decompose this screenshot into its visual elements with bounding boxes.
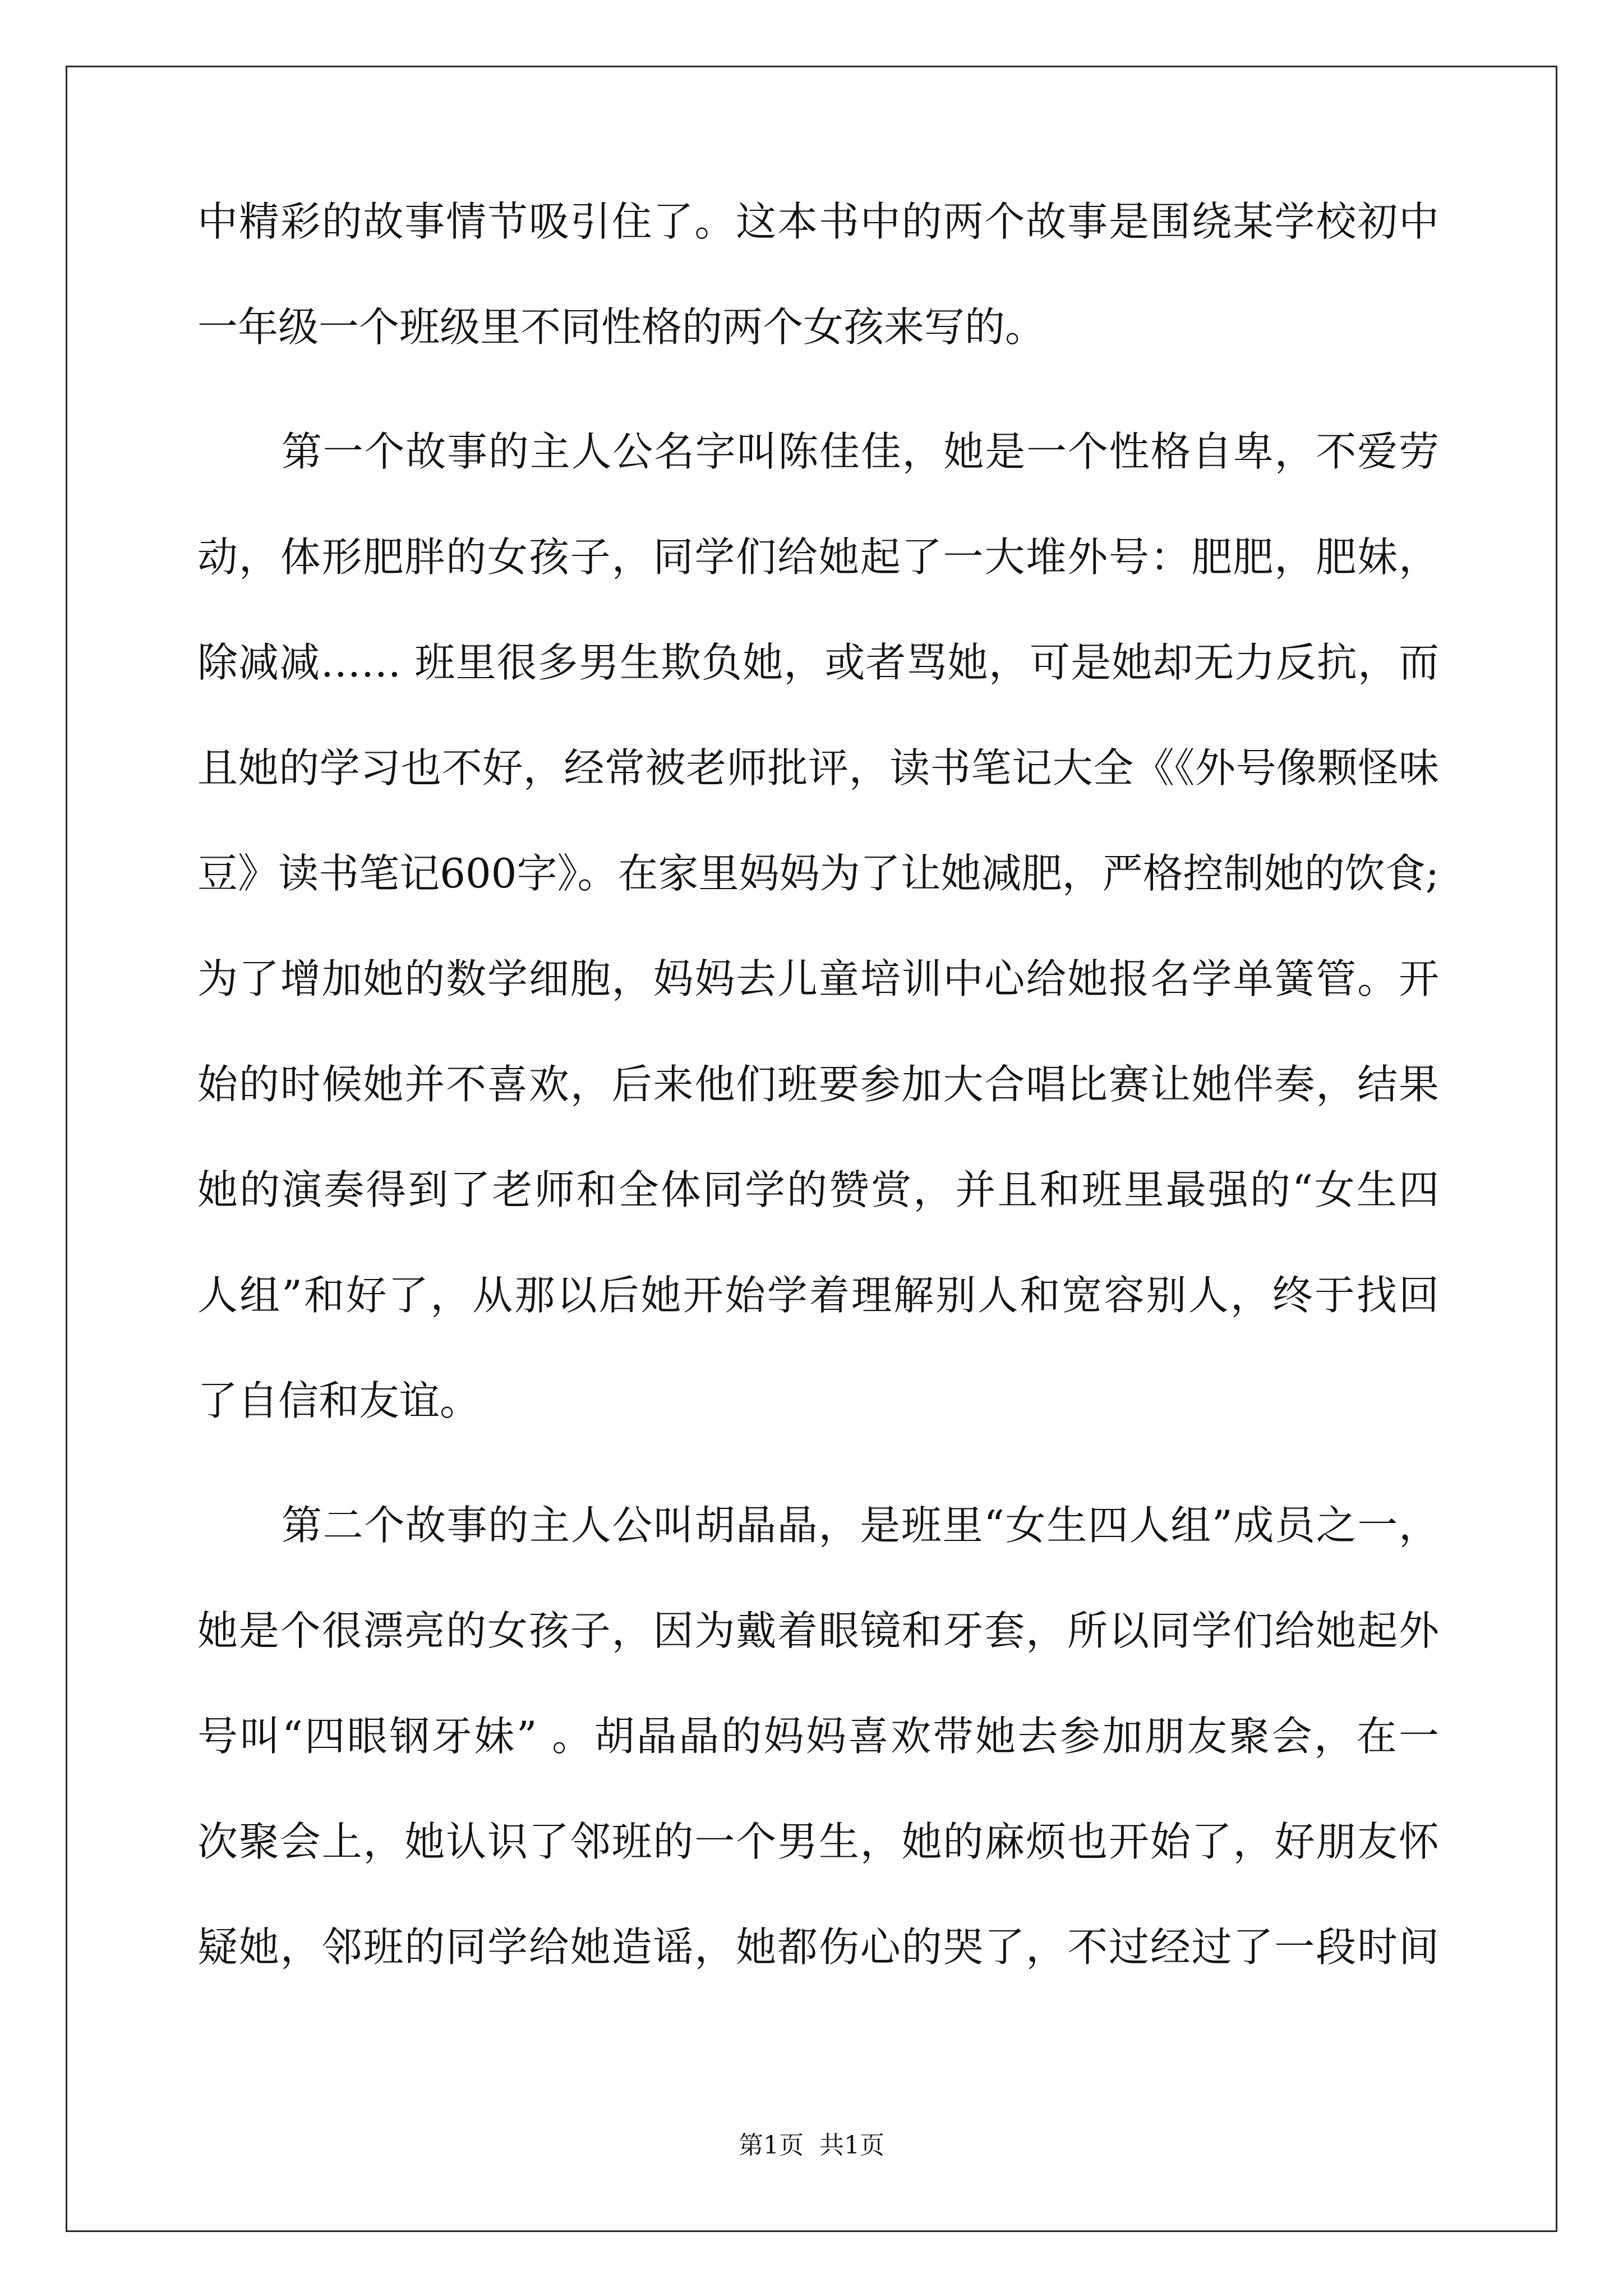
- text-line: 号叫“四眼钢牙妹” 。胡晶晶的妈妈喜欢带她去参加朋友聚会，在一: [197, 1713, 1439, 1760]
- text-line: 豆》读书笔记600字》。在家里妈妈为了让她减肥，严格控制她的饮食;: [197, 850, 1439, 897]
- text-line: 一年级一个班级里不同性格的两个女孩来写的。: [197, 303, 1046, 351]
- text-line: 始的时候她并不喜欢，后来他们班要参加大合唱比赛让她伴奏，结果: [197, 1061, 1439, 1108]
- page-border: [66, 66, 1557, 2232]
- text-line: 中精彩的故事情节吸引住了。这本书中的两个故事是围绕某学校初中: [197, 198, 1439, 245]
- text-line: 疑她，邻班的同学给她造谣，她都伤心的哭了，不过经过了一段时间: [197, 1924, 1439, 1971]
- text-line: 除减减…… 班里很多男生欺负她，或者骂她，可是她却无力反抗，而: [197, 639, 1439, 686]
- text-line: 动，体形肥胖的女孩子，同学们给她起了一大堆外号：肥肥，肥妹，: [197, 533, 1439, 581]
- text-line: 且她的学习也不好，经常被老师批评，读书笔记大全《《外号像颗怪味: [197, 744, 1439, 792]
- text-line: 了自信和友谊。: [197, 1377, 481, 1424]
- paragraph-first-line: 第二个故事的主人公叫胡晶晶，是班里“女生四人组”成员之一，: [282, 1502, 1439, 1549]
- text-line: 她是个很漂亮的女孩子，因为戴着眼镜和牙套，所以同学们给她起外: [197, 1607, 1439, 1654]
- text-line: 她的演奏得到了老师和全体同学的赞赏，并且和班里最强的“女生四: [197, 1166, 1439, 1213]
- text-line: 人组”和好了，从那以后她开始学着理解别人和宽容别人，终于找回: [197, 1272, 1439, 1319]
- page-footer: 第1页 共1页: [739, 2131, 884, 2160]
- text-line: 为了增加她的数学细胞，妈妈去儿童培训中心给她报名学单簧管。开: [197, 955, 1439, 1002]
- paragraph-first-line: 第一个故事的主人公名字叫陈佳佳，她是一个性格自卑，不爱劳: [282, 428, 1439, 475]
- text-line: 次聚会上，她认识了邻班的一个男生，她的麻烦也开始了，好朋友怀: [197, 1818, 1439, 1865]
